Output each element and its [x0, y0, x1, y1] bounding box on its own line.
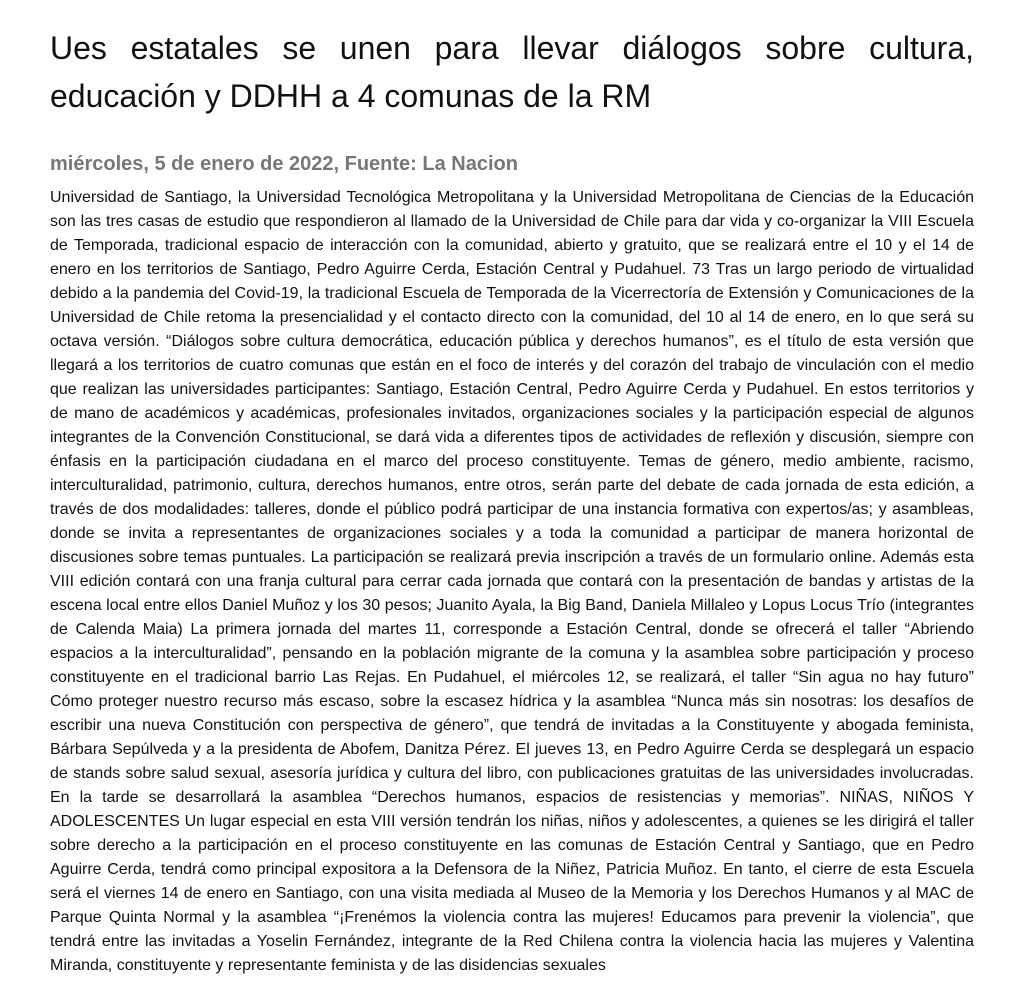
article — [50, 24, 974, 978]
article-body: Universidad de Santiago, la Universidad Tecnológica Metropolitana y la Universidad Metropolitana de Ciencias de la Educación son las tres casas de estudio que respondieron al llamado de la Universidad de Chile para dar vida y co-organizar la VIII Escuela de Temporada, tradicional espacio de interacción con la comunidad, abierto y gratuito, que se realizará entre el 10 y el 14 de enero en los territorios de Santiago, Pedro Aguirre Cerda, Estación Central y Pudahuel. 73 Tras un largo periodo de virtualidad debido a la pandemia del Covid-19, la tradicional Escuela de Temporada de la Vicerrectoría de Extensión y Comunicaciones de la Universidad de Chile retoma la presencialidad y el contacto directo con la comunidad, del 10 al 14 de enero, en lo que será su octava versión. “Diálogos sobre cultura democrática, educación pública y derechos humanos”, es el título de esta versión que llegará a los territorios de cuatro comunas que están en el foco de interés y del corazón del trabajo de vinculación con el medio que realizan las universidades participantes: Santiago, Estación Central, Pedro Aguirre Cerda y Pudahuel. En estos territorios y de mano de académicos y académicas, profesionales invitados, organizaciones sociales y la participación especial de algunos integrantes de la Convención Constitucional, se dará vida a diferentes tipos de actividades de reflexión y discusión, siempre con énfasis en la participación ciudadana en el marco del proceso constituyente. Temas de género, medio ambiente, racismo, interculturalidad, patrimonio, cultura, derechos humanos, entre otros, serán parte del debate de cada jornada de esta edición, a través de dos modalidades: talleres, donde el público podrá participar de una instancia formativa con expertos/as; y asambleas, donde se invita a representantes de organizaciones sociales y a toda la comunidad a participar de manera horizontal de discusiones sobre temas puntuales. La participación se realizará previa inscripción a través de un formulario online. Además esta VIII edición contará con una franja cultural para cerrar cada jornada que contará con la presentación de bandas y artistas de la escena local entre ellos Daniel Muñoz y los 30 pesos; Juanito Ayala, la Big Band, Daniela Millaleo y Lopus Locus Trío (integrantes de Calenda Maia) La primera jornada del martes 11, corresponde a Estación Central, donde se ofrecerá el taller “Abriendo espacios a la interculturalidad”, pensando en la población migrante de la comuna y la asamblea sobre participación y proceso constituyente en el tradicional barrio Las Rejas. En Pudahuel, el miércoles 12, se realizará, el taller “Sin agua no hay futuro” Cómo proteger nuestro recurso más escaso, sobre la escasez hídrica y la asamblea “Nunca más sin nosotras: los desafíos de escribir una nueva Constitución con perspectiva de género”, que tendrá de invitadas a la Constituyente y abogada feminista, Bárbara Sepúlveda y a la presidenta de Abofem, Danitza Pérez. El jueves 13, en Pedro Aguirre Cerda se desplegará un espacio de stands sobre salud sexual, asesoría jurídica y cultura del libro, con publicaciones gratuitas de las universidades involucradas. En la tarde se desarrollará la asamblea “Derechos humanos, espacios de resistencias y memorias”. NIÑAS, NIÑOS Y ADOLESCENTES Un lugar especial en esta VIII versión tendrán los niñas, niños y adolescentes, a quienes se les dirigirá el taller sobre derecho a la participación en el proceso constituyente en las comunas de Estación Central y Santiago, que en Pedro Aguirre Cerda, tendrá como principal expositora a la Defensora de la Niñez, Patricia Muñoz. En tanto, el cierre de esta Escuela será el viernes 14 de enero en Santiago, con una visita mediada al Museo de la Memoria y los Derechos Humanos y al MAC de Parque Quinta Normal y la asamblea “¡Frenémos la violencia contra las mujeres! Educamos para prevenir la violencia”, que tendrá entre las invitadas a Yoselin Fernández, integrante de la Red Chilena contra la violencia hacia las mujeres y Valentina Miranda, constituyente y representante feminista y de las disidencias sexuales — [50, 189, 974, 974]
article-date-source: miércoles, 5 de enero de 2022, Fuente: La Nacion — [50, 153, 518, 175]
article-title: Ues estatales se unen para llevar diálogos sobre cultura, educación y DDHH a 4 comunas de la RM — [50, 30, 974, 114]
